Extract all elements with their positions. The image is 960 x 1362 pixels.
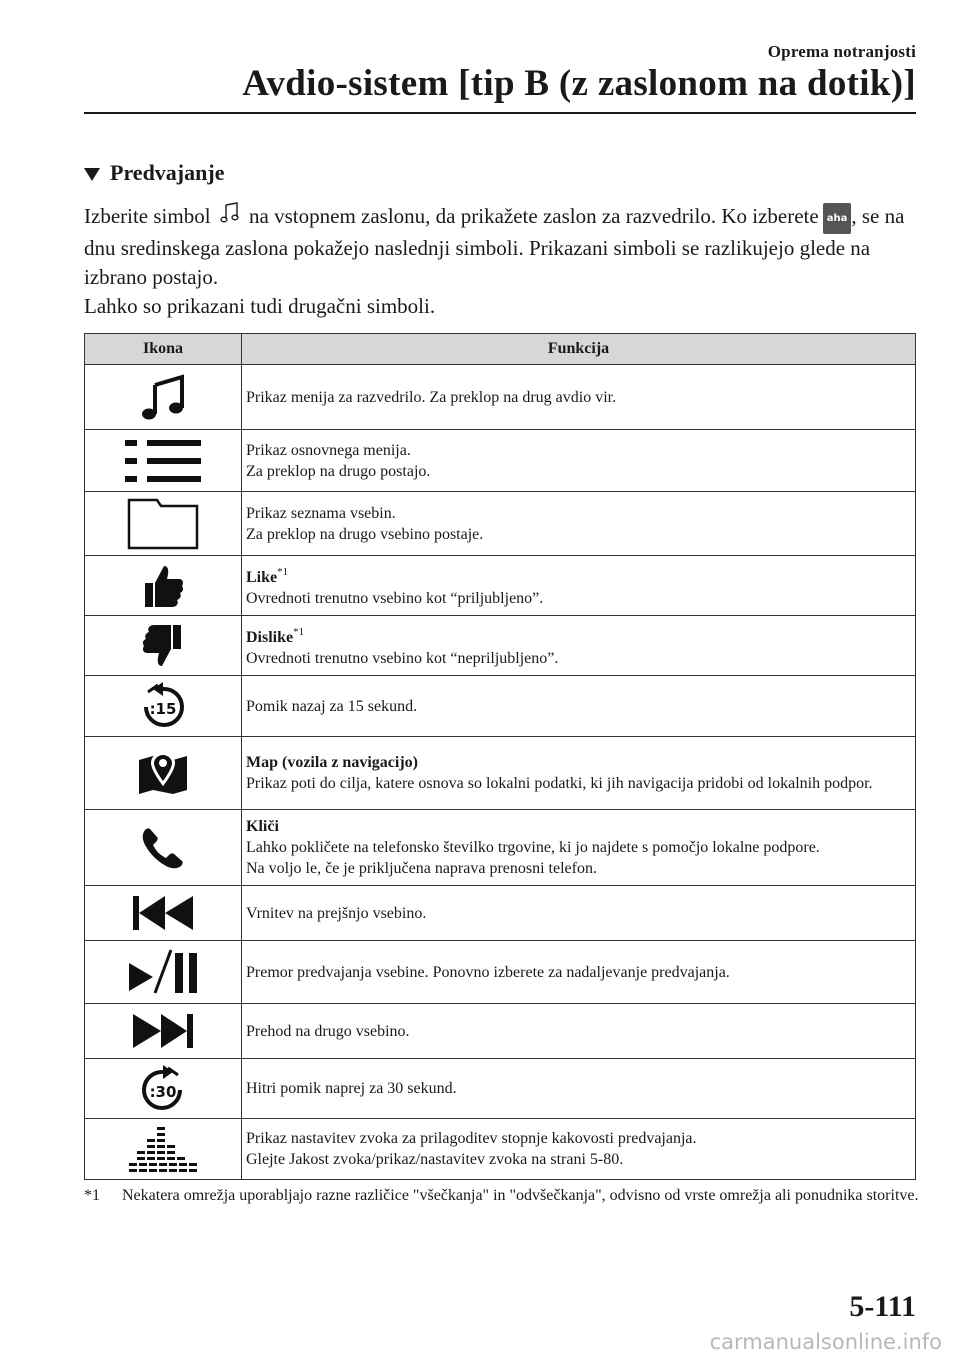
header-divider [84,112,916,114]
icon-cell [85,365,242,430]
table-row [85,886,916,941]
function-description: Vrnitev na prejšnjo vsebino. [246,904,427,922]
equalizer-icon [128,1125,198,1173]
footnote-text: Nekatera omrežja uporabljajo razne različice "všečkanja" in "odvšečkanja", odvisno od vrste omrežja ali ponudnika storitve. [122,1187,919,1204]
function-cell [242,365,916,430]
icon-cell [85,616,242,676]
intro-text-2: na vstopnem zaslonu, da prikažete zaslon za razvedrilo. Ko izberete [249,204,819,228]
function-description: Prikaz seznama vsebin. [246,504,396,522]
function-cell [242,556,916,616]
thumbs-up-icon [141,563,185,609]
function-description: Prikaz menija za razvedrilo. Za preklop na drug avdio vir. [246,388,617,406]
function-cell [242,737,916,810]
function-cell [242,886,916,941]
icon-cell [85,556,242,616]
icon-cell [85,737,242,810]
footnote-reference: *1 [277,566,289,578]
intro-text-4: Lahko so prikazani tudi drugačni simboli. [84,294,436,318]
icon-cell [85,886,242,941]
table-row [85,430,916,492]
icon-cell [85,1004,242,1059]
function-cell [242,676,916,737]
svg-text::15: :15 [149,700,177,718]
icon-cell [85,1119,242,1180]
function-description: Premor predvajanja vsebine. Ponovno izberete za nadaljevanje predvajanja. [246,963,730,981]
function-cell [242,810,916,886]
function-description: Ovrednoti trenutno vsebino kot “nepriljubljeno”. [246,650,559,667]
svg-text::30: :30 [149,1082,177,1101]
function-description: Pomik nazaj za 15 sekund. [246,697,418,715]
table-row [85,616,916,676]
folder-icon [127,498,199,550]
function-cell [242,492,916,556]
table-row [85,492,916,556]
function-description: Hitri pomik naprej za 30 sekund. [246,1080,457,1097]
phone-icon [141,826,185,870]
rewind-15-icon [138,681,188,731]
running-header-title: Avdio-sistem [tip B (z zaslonom na dotik)] [242,63,916,104]
play-pause-icon [127,947,199,997]
page-number: 5-111 [849,1290,916,1323]
column-header-icon: Ikona [85,334,242,365]
footnote-reference: *1 [293,626,305,638]
function-description: Za preklop na drugo postajo. [246,462,431,480]
function-description: Prehod na drugo vsebino. [246,1022,410,1040]
function-cell [242,1004,916,1059]
icon-cell [85,430,242,492]
function-cell [242,941,916,1004]
footnote-mark: *1 [84,1187,100,1204]
skip-next-icon [131,1011,195,1051]
function-title: Map (vozila z navigacijo) [246,754,418,771]
watermark: carmanualsonline.info [709,1330,942,1354]
forward-30-icon [138,1064,188,1114]
table-row [85,676,916,737]
function-title: Dislike [246,629,294,646]
table-row [85,810,916,886]
icon-cell [85,941,242,1004]
table-row [85,1059,916,1119]
function-description: Za preklop na drugo vsebino postaje. [246,525,484,543]
function-description: Na voljo le, če je priključena naprava prenosni telefon. [246,860,597,877]
function-description: Prikaz poti do cilja, katere osnova so lokalni podatki, ki jih navigacija pridobi od lokalnih podpor. [246,775,873,792]
icon-cell [85,1059,242,1119]
aha-icon: aha [823,203,852,234]
function-title: Like [246,569,278,586]
function-cell [242,1059,916,1119]
section-heading [84,160,224,186]
running-header-section: Oprema notranjosti [767,42,916,61]
function-title: Kliči [246,818,279,835]
icon-cell [85,492,242,556]
list-menu-icon [123,438,203,484]
function-description: Prikaz osnovnega menija. [246,441,411,459]
icon-cell [85,810,242,886]
icon-function-table [84,333,916,1180]
table-row [85,737,916,810]
table-row [85,941,916,1004]
intro-text-1: Izberite simbol [84,204,211,228]
table-row [85,365,916,430]
icon-cell [85,676,242,737]
music-note-inline-icon [220,202,240,224]
function-cell [242,1119,916,1180]
function-description: Glejte Jakost zvoka/prikaz/nastavitev zvoka na strani 5-80. [246,1151,624,1168]
intro-text-3: , se na dnu sredinskega zaslona pokažejo naslednji simboli. Prikazani simboli se razlikujejo glede na izbrano postajo. [84,204,905,289]
thumbs-down-icon [141,623,185,669]
footnote [84,1184,924,1207]
function-cell [242,616,916,676]
table-row [85,1004,916,1059]
intro-paragraph [84,202,924,321]
function-cell [242,430,916,492]
section-heading-text: Predvajanje [110,160,225,185]
column-header-function: Funkcija [242,334,916,365]
table-body [85,365,916,1180]
skip-previous-icon [131,893,195,933]
triangle-bullet-icon [84,168,100,181]
function-description: Ovrednoti trenutno vsebino kot “priljubljeno”. [246,590,544,607]
table-row [85,1119,916,1180]
map-pin-icon [136,748,190,798]
table-row [85,556,916,616]
function-description: Lahko pokličete na telefonsko številko trgovine, ki jo najdete s pomočjo lokalne podpore. [246,839,820,856]
table-header-row [85,334,916,365]
music-note-icon [138,372,188,422]
function-description: Prikaz nastavitev zvoka za prilagoditev stopnje kakovosti predvajanja. [246,1130,697,1147]
